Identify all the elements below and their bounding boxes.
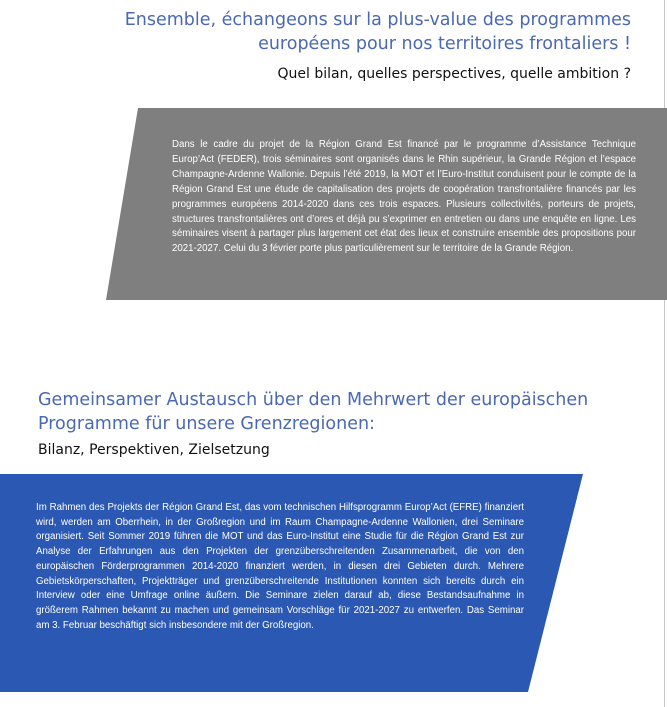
french-subtitle: Quel bilan, quelles perspectives, quelle ambition ?	[277, 66, 631, 82]
german-subtitle: Bilanz, Perspektiven, Zielsetzung	[38, 442, 270, 458]
french-body-text: Dans le cadre du projet de la Région Grand Est financé par le programme d’Assistance Technique Europ’Act (FEDER), trois séminaires sont organisés dans le Rhin supérieur, la Grande Région et l’espace Champagne-Ardenne Wallonie. Depuis l’été 2019, la MOT et l’Euro-Institut conduisent pour le compte de la Région Grand Est une étude de capitalisation des projets de coopération transfrontalière financés par les programmes européens 2014-2020 dans ces trois espaces. Plusieurs collectivités, porteurs de projets, structures transfrontalières ont d’ores et déjà pu s’exprimer en entretien ou dans une enquête en ligne. Les séminaires visent à partager plus largement cet état des lieux et construire ensemble des propositions pour 2021-2027. Celui du 3 février porte plus particulièrement sur le territoire de la Grande Région.	[172, 139, 636, 255]
german-title: Gemeinsamer Austausch über den Mehrwert der europäischen Programme für unsere Grenzregionen:	[38, 390, 589, 434]
german-body-text: Im Rahmen des Projekts der Région Grand Est, das vom technischen Hilfsprogramm Europ’Act (EFRE) finanziert wird, werden am Oberrhein, in der Großregion und im Raum Champagne-Ardenne Wallonien, drei Seminare organisiert. Seit Sommer 2019 führen die MOT und das Euro-Institut eine Studie für die Région Grand Est zur Analyse der Erfahrungen aus den Projekten der grenzüberschreitenden Zusammenarbeit, die von den europäischen Förderprogrammen 2014-2020 finanziert werden, in diesen drei Gebieten durch. Mehrere Gebietskörperschaften, Projektträger und grenzüberschreitende Institutionen konnten sich bereits durch ein Interview oder eine Umfrage online äußern. Die Seminare zielen darauf ab, diese Bestandsaufnahme in größerem Rahmen bekannt zu machen und gemeinsam Vorschläge für 2021-2027 zu entwerfen. Das Seminar am 3. Februar beschäftigt sich insbesondere mit der Großregion.	[36, 502, 524, 631]
french-title: Ensemble, échangeons sur la plus-value des programmes européens pour nos territoires frontaliers !	[124, 10, 631, 54]
